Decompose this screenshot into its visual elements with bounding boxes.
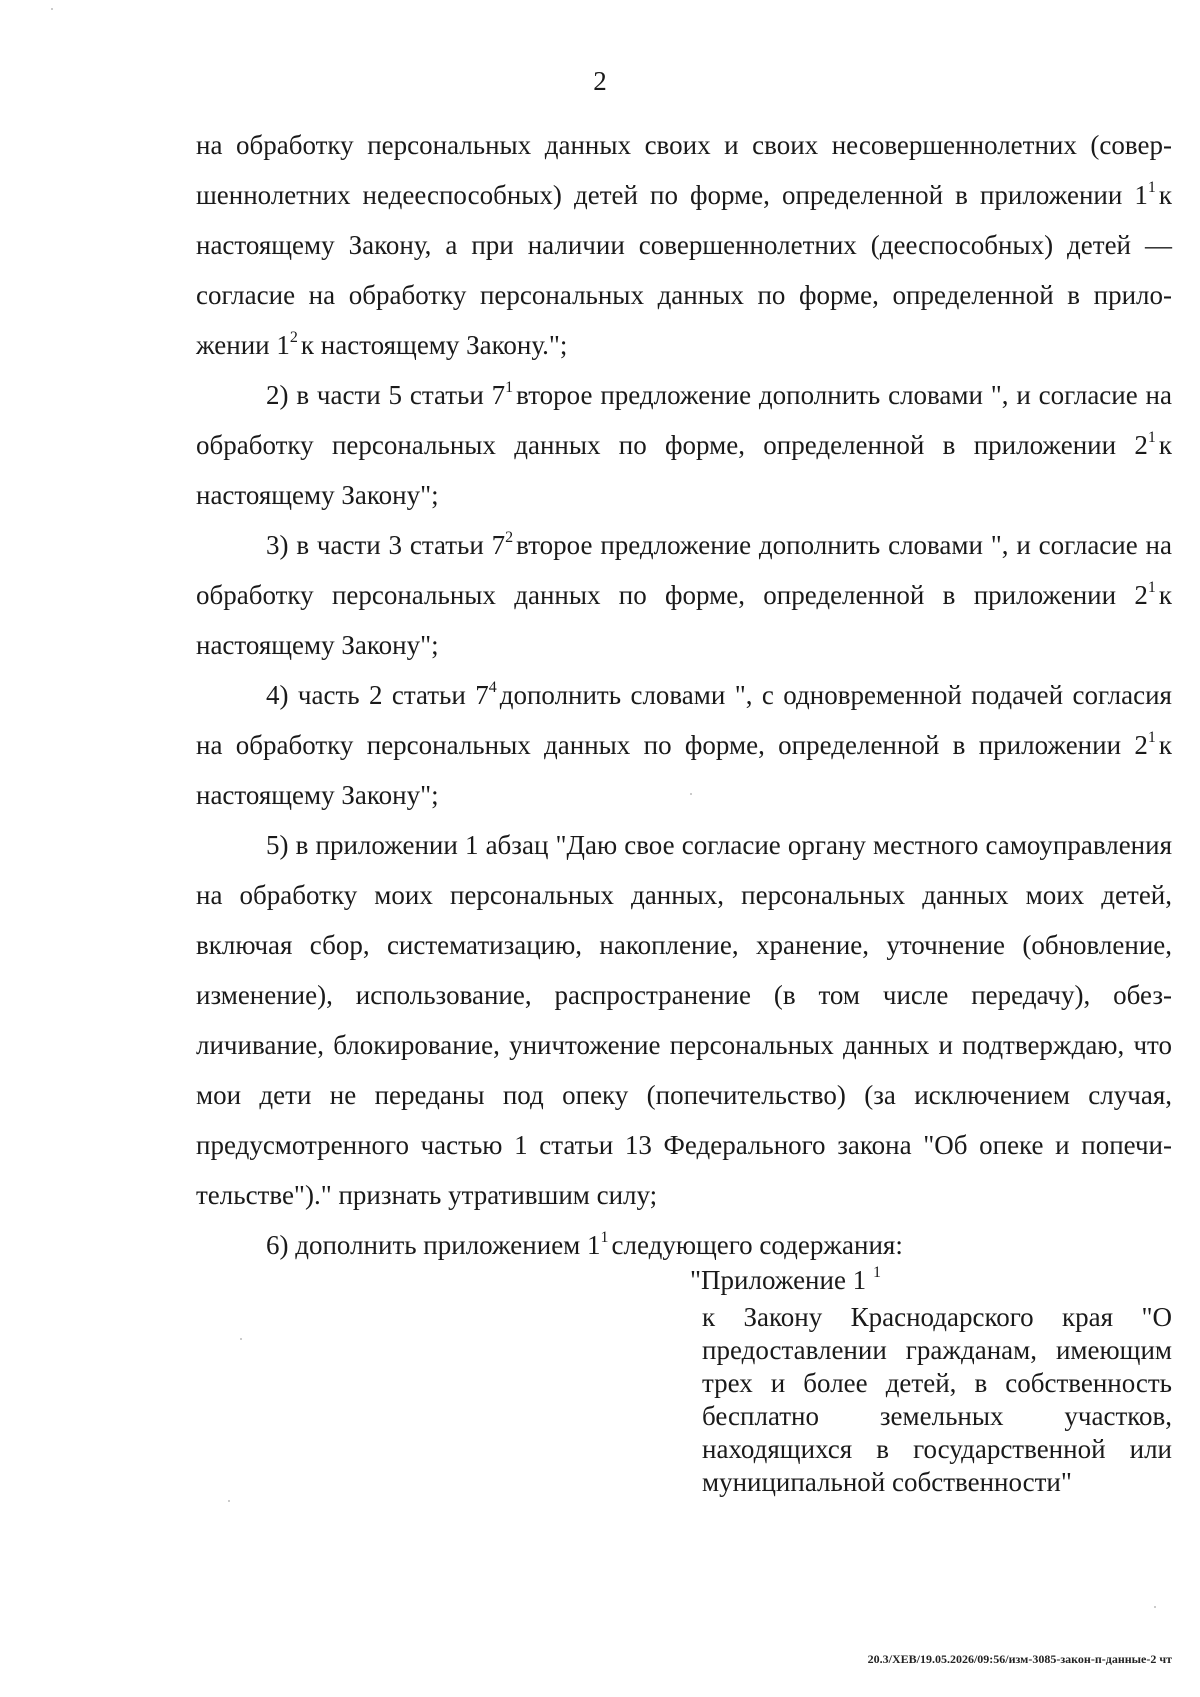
scan-speck bbox=[1154, 1606, 1156, 1608]
paragraph-text: 4) часть 2 статьи 7 bbox=[266, 680, 489, 710]
document-footer-code: 20.3/ХЕВ/19.05.2026/09:56/изм-3085-закон-п-данные-2 чт bbox=[867, 1652, 1172, 1666]
appendix-title bbox=[690, 1264, 1172, 1297]
superscript: 1 bbox=[1147, 729, 1156, 746]
appendix-header bbox=[690, 1264, 1172, 1499]
appendix-subtitle: к Закону Краснодарского края "О предоставлении гражданам, имеющим трех и более детей, в собственность бесплатно земельных участков, находящихся в государственной или муниципальной собственности" bbox=[702, 1302, 1172, 1497]
paragraph-text: к настоящему Закону"; bbox=[196, 730, 1172, 810]
paragraph-text: к настоящему Закону."; bbox=[300, 330, 568, 360]
paragraph bbox=[196, 820, 1172, 1220]
paragraph-text: 5) в приложении 1 абзац "Даю свое согласие органу местного самоуправления на обработку моих персональных данных, персональных данных моих детей, включая сбор, систематизацию, накопление, хранение, уточнение (обновление, изменение), использование, распространение (в том числе передачу), обезличивание, блокирование, уничтожение персональных данных и подтверждаю, что мои дети не переданы под опеку (попечительство) (за исключением случая, предусмотренного частью 1 статьи 13 Федерального закона "Об опеке и попечительстве")." признать утратившим силу; bbox=[196, 830, 1172, 1210]
paragraph-text: к настоящему Закону"; bbox=[196, 430, 1172, 510]
paragraph bbox=[196, 670, 1172, 820]
paragraph-text: дополнить словами ", с одновременной подачей согласия на обработку персональных данных по форме, определенной в приложении 2 bbox=[196, 680, 1172, 760]
scan-speck bbox=[240, 1338, 242, 1340]
document-body bbox=[196, 120, 1172, 1270]
paragraph-text: к настоящему Закону, а при наличии совершеннолетних (дееспособных) детей — согласие на обработку персональных данных по форме, определенной в приложении 1 bbox=[196, 180, 1172, 360]
paragraph bbox=[196, 1220, 1172, 1270]
scan-speck bbox=[228, 1500, 230, 1502]
superscript: 1 bbox=[600, 1229, 609, 1246]
scan-speck bbox=[690, 793, 692, 795]
paragraph-text: 6) дополнить приложением 1 bbox=[266, 1230, 601, 1260]
superscript: 4 bbox=[488, 679, 497, 696]
appendix-title-text: "Приложение 1 bbox=[690, 1265, 867, 1295]
paragraph-text: следующего содержания: bbox=[611, 1230, 903, 1260]
paragraph-text: 2) в части 5 статьи 7 bbox=[266, 380, 506, 410]
scan-speck bbox=[51, 8, 53, 10]
paragraph-text: 3) в части 3 статьи 7 bbox=[266, 530, 506, 560]
superscript: 1 bbox=[1147, 579, 1156, 596]
superscript: 1 bbox=[1147, 179, 1156, 196]
page-number: 2 bbox=[593, 66, 607, 96]
paragraph-text: второе предложение дополнить словами ", и согласие на обработку персональных данных по форме, определенной в приложении 2 bbox=[196, 530, 1172, 610]
paragraph bbox=[196, 520, 1172, 670]
superscript: 2 bbox=[289, 329, 298, 346]
paragraph-text: на обработку персональных данных своих и своих несовершеннолетних (совершеннолетних недееспособных) детей по форме, определенной в приложении 1 bbox=[196, 130, 1172, 210]
appendix-title-superscript: 1 bbox=[872, 1264, 881, 1281]
paragraph-text: второе предложение дополнить словами ", и согласие на обработку персональных данных по форме, определенной в приложении 2 bbox=[196, 380, 1172, 460]
paragraph bbox=[196, 370, 1172, 520]
paragraph bbox=[196, 120, 1172, 370]
superscript: 2 bbox=[505, 529, 514, 546]
paragraph-text: к настоящему Закону"; bbox=[196, 580, 1172, 660]
superscript: 1 bbox=[1147, 429, 1156, 446]
superscript: 1 bbox=[505, 379, 514, 396]
